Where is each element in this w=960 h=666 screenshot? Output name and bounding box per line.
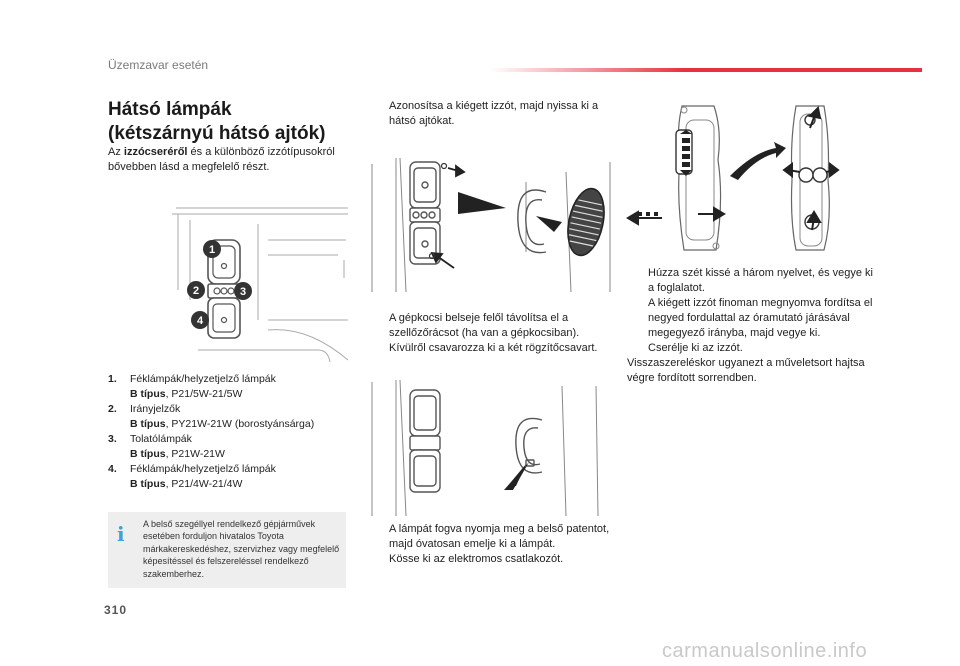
section-title-line2: (kétszárnyú hátsó ajtók) [108,123,326,144]
callout-1: 1 [208,244,216,256]
info-box [108,512,346,588]
chapter-title: Üzemzavar esetén [108,58,209,72]
callout-4: 4 [196,315,204,327]
callout-3: 3 [239,286,247,298]
reassembly-note: Visszaszereléskor ugyanezt a műveletsort hajtsa végre fordított sorrendben. [627,357,865,384]
step-item: A lámpát fogva nyomja meg a belső patentot, majd óvatosan emelje ki a lámpát. [389,523,610,550]
callout-2: 2 [192,285,200,297]
grille-removal-illustration [366,152,614,294]
bulb-legend [108,372,358,492]
step-item: Kívülről csavarozza ki a két rögzítőcsavart. [389,342,598,354]
lamp-removal-illustration [366,376,614,516]
intro-text: Az izzócseréről és a különböző izzótípusokról bővebben lásd a megfelelő részt. [108,146,335,173]
section-title [108,98,326,146]
legend-item: 2. Irányjelzők B típus, PY21W-21W (borostyánsárga) [108,403,315,430]
step-item: A kiégett izzót finoman megnyomva fordítsa el negyed fordulattal az óramutató járásával megegyező irányba, majd vegye ki. [648,297,873,339]
intro-bold: izzócseréről [123,146,188,158]
legend-item: 1. Féklámpák/helyzetjelző lámpák B típus, P21/5W-21/5W [108,373,276,400]
steps-open-doors [368,99,613,129]
steps-remove-grille [368,311,616,356]
step-item: Cserélje ki az izzót. [648,342,743,354]
steps-replace-bulb [627,266,877,386]
step-item: Húzza szét kissé a három nyelvet, és vegye ki a foglalatot. [648,267,873,294]
page-number: 310 [104,603,128,617]
step-item: A gépkocsi belseje felől távolítsa el a szellőzőrácsot (ha van a gépkocsiban). [389,312,580,339]
info-icon: i [117,522,125,546]
header-accent-bar [490,68,922,72]
bulb-holder-illustration [624,100,840,260]
section-title-line1: Hátsó lámpák [108,99,232,120]
step-item: Kösse ki az elektromos csatlakozót. [389,553,564,565]
watermark: carmanualsonline.info [662,640,868,662]
step-item: Azonosítsa a kiégett izzót, majd nyissa ki a hátsó ajtókat. [389,100,599,127]
rear-lamp-illustration [168,200,352,368]
legend-item: 4. Féklámpák/helyzetjelző lámpák B típus, P21/4W-21/4W [108,463,276,490]
steps-remove-lamp [368,522,616,567]
info-text: A belső szegéllyel rendelkező gépjárművek esetében forduljon hivatalos Toyota márkakereskedéshez, szervizhez vagy megfelelő képesítéssel és felszereléssel rendelkező szakemberhez. [143,519,340,579]
legend-item: 3. Tolatólámpák B típus, P21W-21W [108,433,225,460]
